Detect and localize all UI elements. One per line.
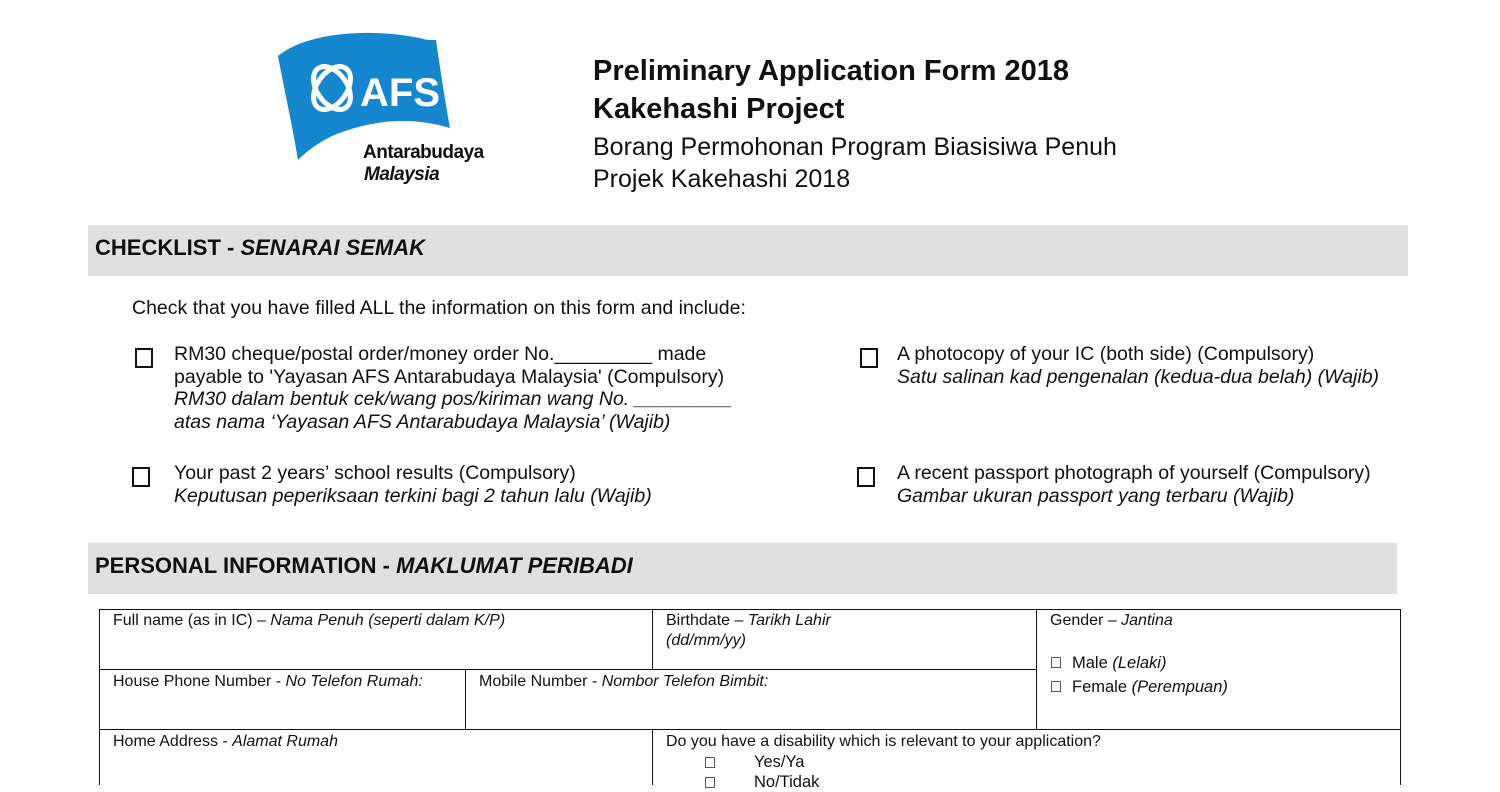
house-phone-field[interactable]: House Phone Number - No Telefon Rumah:: [113, 673, 423, 690]
disability-no-checkbox[interactable]: [705, 777, 715, 788]
mobile-number-field[interactable]: Mobile Number - Nombor Telefon Bimbit:: [479, 673, 769, 690]
form-subtitle-2: Projek Kakehashi 2018: [593, 165, 851, 193]
checklist-item-ic-copy: A photocopy of your IC (both side) (Compulsory) Satu salinan kad pengenalan (kedua-dua belah) (Wajib): [897, 343, 1380, 388]
gender-male-checkbox[interactable]: [1051, 657, 1061, 668]
afs-logo-text: AFS: [360, 71, 440, 115]
form-project: Kakehashi Project: [593, 93, 845, 125]
checklist-section-header: [88, 225, 1408, 276]
gender-female-checkbox[interactable]: [1051, 681, 1061, 692]
checklist-item-passport-photo: A recent passport photograph of yourself (Compulsory) Gambar ukuran passport yang terbaru (Wajib): [897, 462, 1371, 507]
full-name-field[interactable]: Full name (as in IC) – Nama Penuh (seperti dalam K/P): [113, 612, 506, 629]
checkbox-ic-copy[interactable]: [860, 348, 878, 368]
checklist-item-cheque: RM30 cheque/postal order/money order No._________ made payable to 'Yayasan AFS Antarabudaya Malaysia' (Compulsory) RM30 dalam bentuk cek/wang pos/kiriman wang No. _________ atas nama ‘Yayasan AFS Antarabudaya Malaysia’ (Wajib): [174, 343, 733, 433]
disability-yes-checkbox[interactable]: [705, 757, 715, 768]
disability-question: Do you have a disability which is relevant to your application?: [666, 733, 1101, 750]
home-address-field[interactable]: Home Address - Alamat Rumah: [113, 733, 338, 750]
gender-male-label: Male (Lelaki): [1072, 654, 1167, 672]
logo-line-antarabudaya: Antarabudaya: [363, 142, 484, 163]
form-subtitle-1: Borang Permohonan Program Biasisiwa Penuh: [593, 133, 1117, 161]
birthdate-field[interactable]: Birthdate – Tarikh Lahir: [666, 612, 831, 629]
personal-info-section-header: [88, 543, 1397, 594]
gender-label: Gender – Jantina: [1050, 612, 1173, 629]
personal-info-heading: PERSONAL INFORMATION - MAKLUMAT PERIBADI: [95, 553, 633, 578]
checklist-item-school-results: Your past 2 years’ school results (Compulsory) Keputusan peperiksaan terkini bagi 2 tahun lalu (Wajib): [174, 462, 652, 507]
disability-yes-label: Yes/Ya: [754, 753, 805, 771]
checklist-intro: Check that you have filled ALL the information on this form and include:: [132, 297, 746, 319]
form-title: Preliminary Application Form 2018: [593, 55, 1069, 87]
checkbox-cheque[interactable]: [135, 348, 153, 368]
checkbox-passport-photo[interactable]: [857, 467, 875, 487]
birthdate-format: (dd/mm/yy): [666, 632, 746, 649]
logo-line-malaysia: Malaysia: [364, 164, 440, 185]
checklist-heading: CHECKLIST - SENARAI SEMAK: [95, 235, 426, 260]
checkbox-school-results[interactable]: [132, 467, 150, 487]
disability-no-label: No/Tidak: [754, 773, 820, 791]
gender-female-label: Female (Perempuan): [1072, 678, 1228, 696]
